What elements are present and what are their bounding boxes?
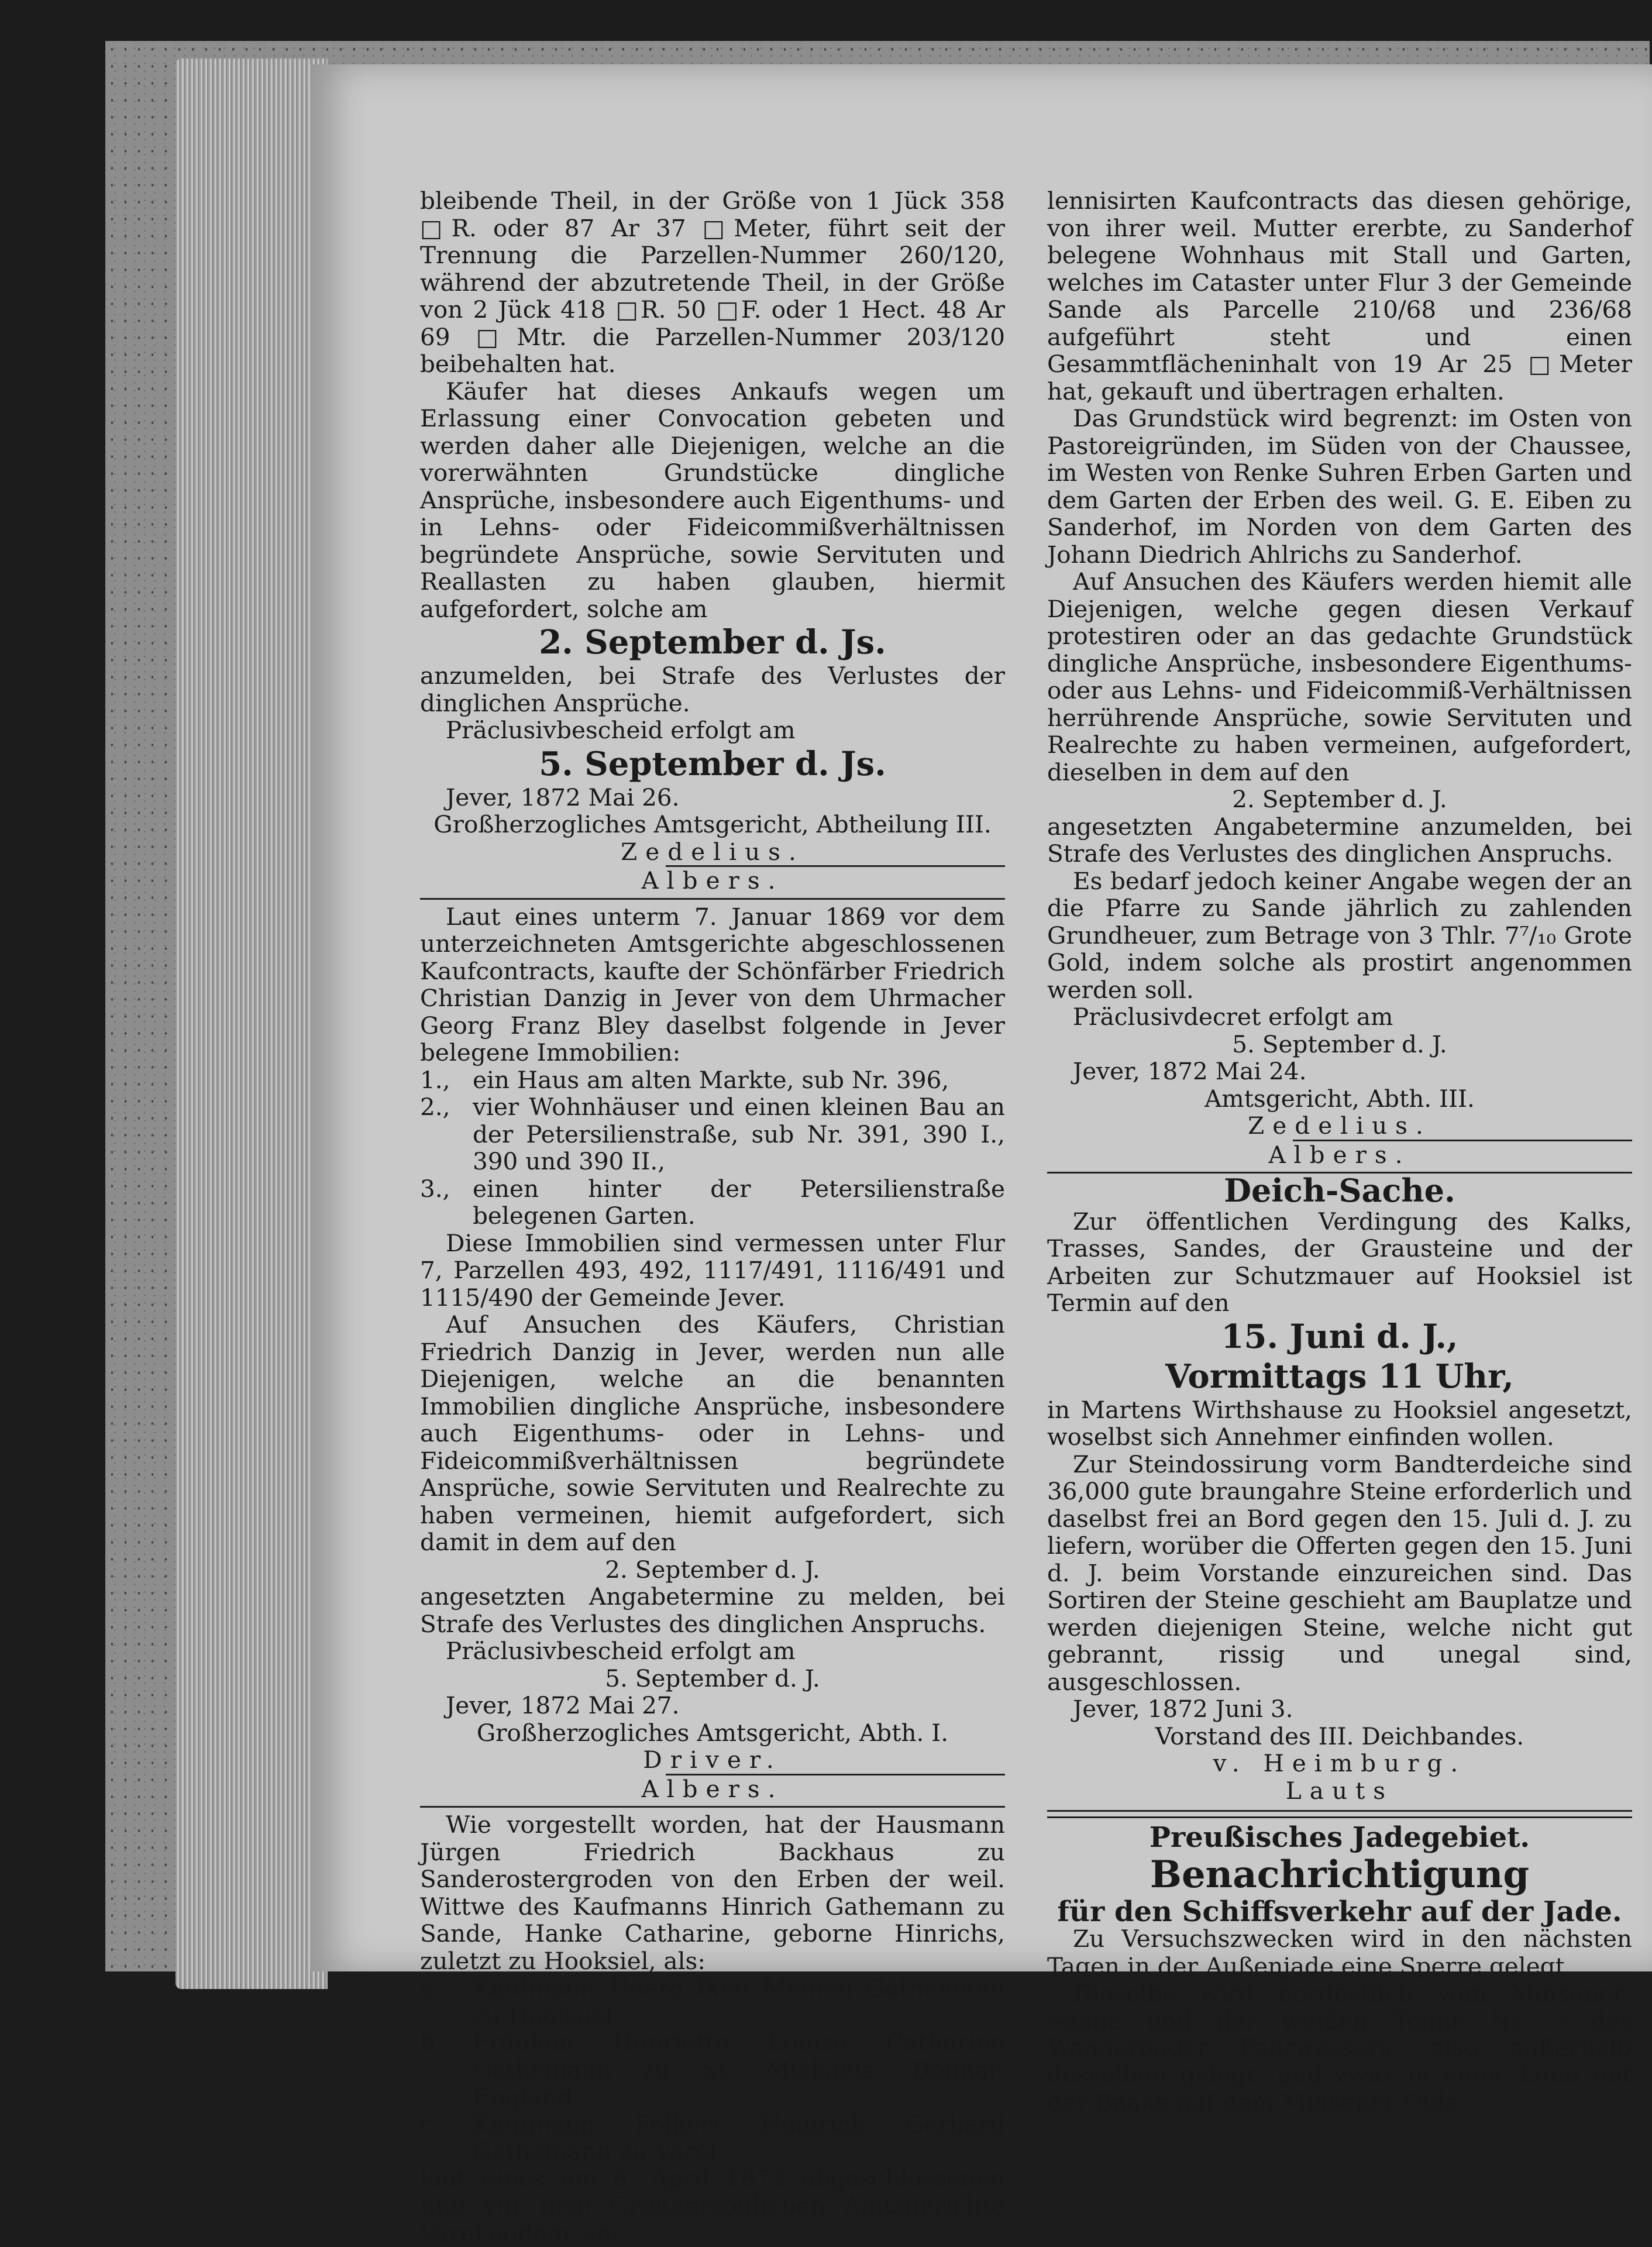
list-label: a. xyxy=(420,1974,442,2002)
jade-paragraph: Dieselbe wird nordöstlich vom Minsener-Sande und der weißen Tonne Nr. 5 des Wangerooger Fahrwassers, also außerhalb desselben gelegt, und zwar in einer Linie mit der Baake auf dem Minsener Olde xyxy=(1047,1979,1632,2116)
list-text: Fräulein Henriette Louise Catharine Gathemann zu St. Michaels, Bognar, England, xyxy=(473,2028,1005,2111)
right-column xyxy=(1047,187,1632,2116)
deich-title: Deich-Sache. xyxy=(1224,1172,1455,1209)
notice3-paragraph: angesetzten Angabetermine anzumelden, bei Strafe des Verlustes des dinglichen Anspruchs. xyxy=(1047,812,1632,868)
notice3-date: 2. September d. J. xyxy=(1232,785,1447,813)
list-label: 2., xyxy=(420,1093,450,1121)
notice2-place-date: Jever, 1872 Mai 27. xyxy=(446,1691,680,1719)
notice3-paragraph: lennisirten Kaufcontracts das diesen gehörige, von ihrer weil. Mutter ererbte, zu Sanderhof belegene Wohnhaus mit Stall und Garten, welches im Cataster unter Flur 3 der Gemeinde Sande als Parcelle 210/68 und 236/68 aufgeführt steht und einen Gesammtflächeninhalt von 19 Ar 25 □Meter hat, gekauft und übertragen erhalten. xyxy=(1047,187,1632,405)
deich-paragraph: Zur öffentlichen Verdingung des Kalks, Trasses, Sandes, der Grausteine und der Arbeiten zur Schutzmauer auf Hooksiel ist Termin auf den xyxy=(1047,1207,1632,1317)
deich-signature: Lauts xyxy=(1285,1776,1394,1805)
notice3-paragraph: Präclusivdecret erfolgt am xyxy=(1073,1003,1393,1031)
jade-subtitle: für den Schiffsverkehr auf der Jade. xyxy=(1057,1895,1622,1928)
list-text: Kaufmann Folkert Heinrich Gerhard Gathemann zu Varel, xyxy=(473,2110,1005,2165)
list-text: Kaufmann Heero Iken Meinen Gathemann zu Hooksiel, xyxy=(473,1974,1005,2029)
list-label: 1., xyxy=(420,1065,450,1094)
notice2-court: Großherzogliches Amtsgericht, Abth. I. xyxy=(476,1718,949,1747)
notice3-paragraph: Auf Ansuchen des Käufers werden hiemit alle Diejenigen, welche gegen diesen Verkauf protestiren oder an das gedachte Grundstück dingliche Ansprüche, insbesondere Eigenthums- oder aus Lehns- und Fideicommiß-Verhältnissen herrührende Ansprüche, sowie Servituten und Realrechte zu haben vermeinen, aufgefordert, dieselben in dem auf den xyxy=(1047,567,1632,786)
notice1-paragraph: Präclusivbescheid erfolgt am xyxy=(446,716,796,744)
notice1-date: 5. September d. Js. xyxy=(539,744,886,783)
notice3-signature: Albers. xyxy=(1268,1140,1411,1169)
notice1-paragraph: Käufer hat dieses Ankaufs wegen um Erlassung einer Convocation gebeten und werden daher alle Diejenigen, welche an die vorerwähnten Grundstücke dingliche Ansprüche, insbesondere auch Eigenthums- und in Lehns- oder Fideicommißverhältnissen begründete Ansprüche, sowie Servituten und Reallasten zu haben glauben, hiermit aufgefordert, solche am xyxy=(420,377,1005,623)
list-item xyxy=(420,1066,1005,1094)
list-item xyxy=(420,2111,1005,2165)
notice1-place-date: Jever, 1872 Mai 26. xyxy=(446,783,680,811)
notice2-date: 5. September d. J. xyxy=(605,1664,820,1692)
notice1-signature: Zedelius. xyxy=(621,837,804,866)
notice3-place-date: Jever, 1872 Mai 24. xyxy=(1073,1057,1307,1085)
deich-date: 15. Juni d. J., xyxy=(1221,1317,1458,1356)
section-divider xyxy=(420,898,1005,900)
list-text: einen hinter der Petersilienstraße belegenen Garten. xyxy=(473,1174,1005,1230)
notice3-paragraph: Wie vorgestellt worden, hat der Hausmann Jürgen Friedrich Backhaus zu Sanderostergroden von den Erben der weil. Wittwe des Kaufmanns Hinrich Gathemann zu Sande, Hanke Catharine, geborne Hinrichs, zuletzt zu Hooksiel, als: xyxy=(420,1811,1005,1975)
jade-title: Benachrichtigung xyxy=(1149,1852,1530,1897)
notice3-paragraph: Das Grundstück wird begrenzt: im Osten von Pastoreigründen, im Süden von der Chaussee, im Westen von Renke Suhren Erben Garten und dem Garten der Erben des weil. G. E. Eiben zu Sanderhof, im Norden von dem Garten des Johann Diedrich Ahlrichs zu Sanderhof. xyxy=(1047,404,1632,569)
notice1-paragraph: bleibende Theil, in der Größe von 1 Jück 358 □R. oder 87 Ar 37 □Meter, führt seit der Trennung die Parzellen-Nummer 260/120, während der abzutretende Theil, in der Größe von 2 Jück 418 □R. 50 □F. oder 1 Hect. 48 Ar 69 □Mtr. die Parzellen-Nummer 203/120 beibehalten hat. xyxy=(420,187,1005,378)
left-column xyxy=(420,187,1005,2246)
notice2-signature: Driver. xyxy=(643,1746,782,1774)
notice1-court: Großherzogliches Amtsgericht, Abtheilung III. xyxy=(433,810,992,838)
notice3-signature: Zedelius. xyxy=(1248,1112,1431,1140)
list-text: vier Wohnhäuser und einen kleinen Bau an der Petersilienstraße, sub Nr. 391, 390 I., 390 und 390 II., xyxy=(473,1093,1005,1175)
notice2-paragraph: Auf Ansuchen des Käufers, Christian Friedrich Danzig in Jever, werden nun alle Diejenigen, welche an die benannten Immobilien dingliche Ansprüche, insbesondere auch Eigenthums- oder in Lehns- und Fideicommißverhältnissen begründete Ansprüche, sowie Servituten und Realrechte zu haben vermeinen, hiemit aufgefordert, sich damit in dem auf den xyxy=(420,1310,1005,1556)
list-label: b. xyxy=(420,2028,443,2056)
notice1-paragraph: anzumelden, bei Strafe des Verlustes der dinglichen Ansprüche. xyxy=(420,662,1005,717)
list-item xyxy=(420,1974,1005,2029)
list-item xyxy=(420,1093,1005,1175)
notice3-date: 5. September d. J. xyxy=(1232,1030,1447,1058)
deich-signature: v. Heimburg. xyxy=(1213,1749,1467,1777)
notice2-signature: Albers. xyxy=(641,1774,784,1803)
section-divider xyxy=(420,1806,1005,1808)
notice2-paragraph: Präclusivbescheid erfolgt am xyxy=(446,1637,796,1665)
list-text: ein Haus am alten Markte, sub Nr. 396, xyxy=(473,1065,949,1094)
deich-board: Vorstand des III. Deichbandes. xyxy=(1155,1722,1524,1750)
notice3-paragraph: laut eines am 6. April 1872 abgeschlossenen und vor dem Großherzoglichen Amtsgerichte Varel eodem. so- xyxy=(420,2164,1005,2247)
list-item xyxy=(420,2029,1005,2111)
notice2-paragraph: Diese Immobilien sind vermessen unter Flur 7, Parzellen 493, 492, 1117/491, 1116/491 und 1115/490 der Gemeinde Jever. xyxy=(420,1229,1005,1312)
notice2-paragraph: angesetzten Angabetermine zu melden, bei Strafe des Verlustes des dinglichen Anspruchs. xyxy=(420,1582,1005,1638)
notice3-paragraph: Es bedarf jedoch keiner Angabe wegen der an die Pfarre zu Sande jährlich zu zahlenden Grundheuer, zum Betrage von 3 Thlr. 7⁷/₁₀ Grote Gold, indem solche als prostirt angenommen werden soll. xyxy=(1047,866,1632,1004)
deich-place-date: Jever, 1872 Juni 3. xyxy=(1073,1695,1293,1723)
notice3-court: Amtsgericht, Abth. III. xyxy=(1204,1084,1475,1113)
deich-paragraph: in Martens Wirthshause zu Hooksiel angesetzt, woselbst sich Annehmer einfinden wollen. xyxy=(1047,1395,1632,1451)
list-label: c. xyxy=(420,2110,441,2138)
notice2-paragraph: Laut eines unterm 7. Januar 1869 vor dem unterzeichneten Amtsgerichte abgeschlossenen Kaufcontracts, kaufte der Schönfärber Friedrich Christian Danzig in Jever von dem Uhrmacher Georg Franz Bley daselbst folgende in Jever belegene Immobilien: xyxy=(420,902,1005,1066)
notice2-date: 2. September d. J. xyxy=(605,1555,820,1584)
notice1-date: 2. September d. Js. xyxy=(539,623,886,662)
jade-paragraph: Zu Versuchszwecken wird in den nächsten Tagen in der Außenjade eine Sperre gelegt. xyxy=(1047,1925,1632,1980)
notice1-signature: Albers. xyxy=(641,866,784,894)
page-edges xyxy=(175,59,328,1989)
deich-time: Vormittags 11 Uhr, xyxy=(1165,1357,1514,1396)
list-item xyxy=(420,1175,1005,1230)
deich-paragraph: Zur Steindossirung vorm Bandterdeiche sind 36,000 gute braungahre Steine erforderlich und daselbst frei an Bord gegen den 15. Juli d. J. zu liefern, worüber die Offerten gegen den 15. Juni d. J. beim Vorstande einzureichen sind. Das Sortiren der Steine geschieht am Bauplatze und werden diejenigen Steine, welche nicht gut gebrannt, rissig und unegal sind, ausgeschlossen. xyxy=(1047,1450,1632,1696)
double-rule xyxy=(1047,1810,1632,1818)
list-label: 3., xyxy=(420,1174,450,1203)
jade-header: Preußisches Jadegebiet. xyxy=(1149,1821,1530,1854)
